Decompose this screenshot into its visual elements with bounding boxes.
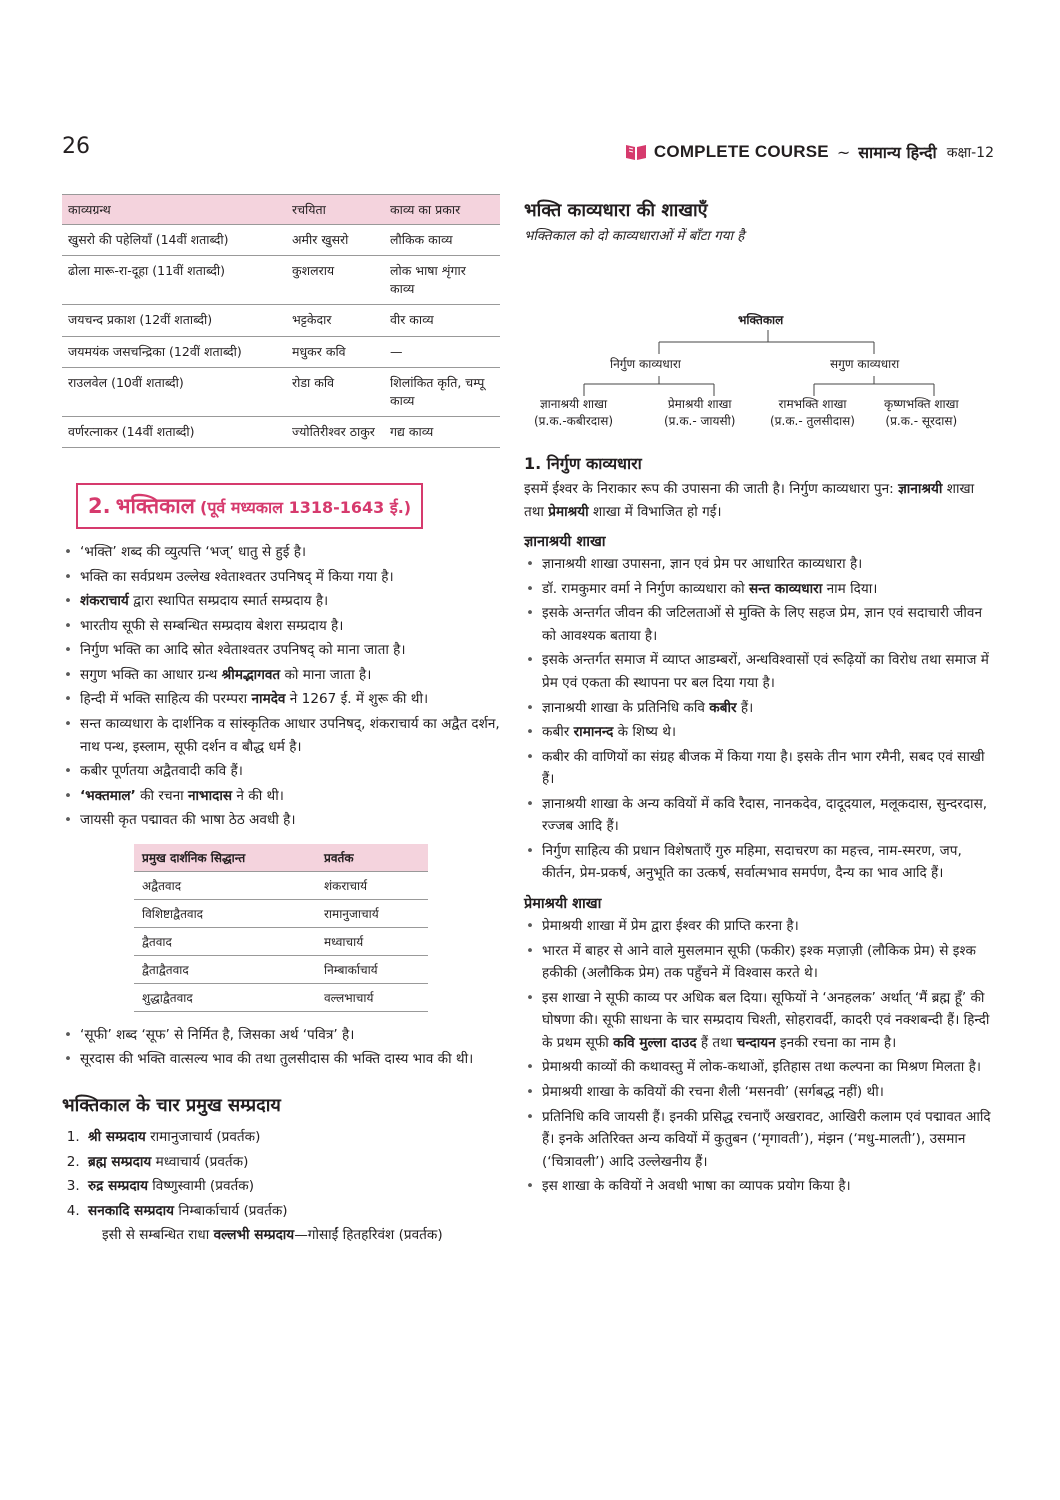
philosophy-table-cell: द्वैतवाद — [134, 927, 316, 955]
works-table-cell: वर्णरत्नाकर (14वीं शताब्दी) — [62, 416, 286, 447]
tree-leaf-poet: (प्र.क.-कबीरदास) — [534, 414, 614, 429]
nirgun-intro-bold: प्रेमाश्रयी — [548, 503, 589, 520]
works-table-row — [62, 416, 500, 447]
nirgun-intro-text: इसमें ईश्वर के निराकार रूप की उपासना की जाती है। निर्गुण काव्यधारा पुन: — [524, 481, 899, 497]
works-table-cell: — — [384, 336, 500, 367]
sect-name: ब्रह्म सम्प्रदाय — [88, 1153, 152, 1170]
text-span: इस शाखा के कवियों ने अवधी भाषा का व्यापक प्रयोग किया है। — [542, 1178, 851, 1195]
sects-note-text: इसी से सम्बन्धित राधा — [102, 1226, 214, 1243]
works-table-row — [62, 305, 500, 336]
gyan-points-list — [524, 553, 994, 885]
text-span: ने 1267 ई. में शुरू की थी। — [285, 691, 429, 708]
works-table-cell: राउलवेल (10वीं शताब्दी) — [62, 367, 286, 416]
brand-tilde: ~ — [836, 142, 851, 162]
sect-name: श्री सम्प्रदाय — [88, 1128, 146, 1145]
class-label: कक्षा-12 — [946, 144, 994, 161]
open-book-icon — [624, 143, 648, 161]
sects-note — [102, 1224, 502, 1247]
bold-text: ‘भक्तमाल’ — [80, 787, 136, 804]
tree-leaf-premashrayi — [664, 396, 735, 431]
list-item — [524, 840, 994, 885]
sects-note-bold: वल्लभी सम्प्रदाय — [213, 1226, 295, 1243]
tree-leaf-gyanashrayi — [534, 396, 613, 431]
text-span: हैं। — [736, 699, 754, 716]
branches-tree-diagram — [524, 248, 994, 438]
text-span: हिन्दी में भक्ति साहित्य की परम्परा — [80, 691, 252, 708]
list-item — [524, 915, 994, 938]
bold-text: कवि मुल्ला दाउद — [613, 1034, 697, 1051]
sects-list — [62, 1125, 502, 1224]
list-item — [524, 697, 994, 720]
list-item — [524, 721, 994, 744]
bhakti-points-list — [62, 541, 502, 832]
bold-text: रामानन्द — [573, 724, 614, 741]
works-table-cell: लोक भाषा शृंगार काव्य — [384, 256, 500, 305]
philosophy-table-row — [134, 899, 428, 927]
philosophy-table-row — [134, 927, 428, 955]
list-item: • ‘सूफी’ शब्द ‘सूफ’ से निर्मित है, जिसका अर्थ ‘पवित्र’ है। — [62, 1024, 502, 1047]
works-table-header — [62, 195, 500, 225]
list-item — [62, 713, 502, 758]
philosophy-table-row — [134, 955, 428, 983]
text-span: नाम दिया। — [822, 580, 878, 597]
tree-leaf-name: प्रेमाश्रयी शाखा — [667, 397, 732, 411]
philosophy-col-header: प्रमुख दार्शनिक सिद्धान्त — [134, 844, 316, 872]
nirgun-intro-text: शाखा तथा — [524, 481, 975, 520]
philosophy-table-header — [134, 844, 428, 872]
bold-text: श्रीमद्भागवत — [221, 666, 281, 683]
text-span: प्रेमाश्रयी काव्यों की कथावस्तु में लोक-कथाओं, इतिहास तथा कल्पना का मिश्रण मिलता है। — [542, 1059, 982, 1076]
prem-heading: प्रेमाश्रयी शाखा — [524, 896, 602, 912]
branches-heading: भक्ति काव्यधारा की शाखाएँ — [524, 200, 708, 221]
works-table-row — [62, 225, 500, 256]
text-span: प्रेमाश्रयी शाखा के कवियों की रचना शैली ‘मसनवी’ (सर्गबद्ध नहीं) थी। — [542, 1083, 884, 1100]
bold-text: शंकराचार्य — [80, 593, 129, 610]
sect-item — [84, 1150, 502, 1175]
works-table-cell: गद्य काव्य — [384, 416, 500, 447]
text-span: इनकी रचना का नाम है। — [775, 1034, 897, 1051]
section-heading-box — [76, 483, 423, 529]
text-span: निर्गुण भक्ति का आदि स्रोत श्वेताश्वतर उपनिषद् को माना जाता है। — [80, 642, 406, 659]
philosophy-table-cell: वल्लभाचार्य — [316, 983, 428, 1011]
works-table — [62, 194, 500, 448]
works-table-cell: शिलांकित कृति, चम्पू काव्य — [384, 367, 500, 416]
philosophy-table-cell: शुद्धाद्वैतवाद — [134, 983, 316, 1011]
list-item — [524, 940, 994, 985]
nirgun-intro-text: शाखा में विभाजित हो गई। — [588, 503, 722, 520]
philosophy-table-cell: अद्वैतवाद — [134, 871, 316, 899]
text-span: प्रेमाश्रयी शाखा में प्रेम द्वारा ईश्वर की प्राप्ति करना है। — [542, 918, 799, 934]
tree-leaf-poet: (प्र.क.- जायसी) — [664, 414, 736, 429]
list-item — [524, 1081, 994, 1104]
text-span: ने की थी। — [232, 787, 284, 804]
text-span: जायसी कृत पद्मावत की भाषा ठेठ अवधी है। — [80, 812, 296, 829]
sect-founder: विष्णुस्वामी (प्रवर्तक) — [147, 1178, 254, 1195]
works-table-cell: जयचन्द प्रकाश (12वीं शताब्दी) — [62, 305, 286, 336]
works-table-row — [62, 367, 500, 416]
text-span: भारत में बाहर से आने वाले मुसलमान सूफी (फकीर) इश्क मज़ाज़ी (लौकिक प्रेम) से इश्क हकीकी (अलौकिक प्रेम) तक पहुँचने में विश्वास करते थे। — [542, 942, 976, 982]
works-table-cell: लौकिक काव्य — [384, 225, 500, 256]
prem-points-list — [524, 915, 994, 1198]
bold-text: नामदेव — [251, 691, 286, 708]
text-span: सगुण भक्ति का आधार ग्रन्थ — [80, 666, 222, 683]
list-item — [62, 590, 502, 613]
philosophy-table-cell: निम्बार्काचार्य — [316, 955, 428, 983]
list-item — [524, 602, 994, 647]
text-span: द्वारा स्थापित सम्प्रदाय स्मार्त सम्प्रदाय है। — [128, 593, 329, 610]
subject-title: सामान्य हिन्दी — [858, 143, 937, 162]
page-number: 26 — [62, 134, 90, 159]
sect-name: रुद्र सम्प्रदाय — [88, 1178, 148, 1195]
nirgun-intro — [524, 478, 994, 523]
sects-note-text: —गोसाईं हितहरिवंश (प्रवर्तक) — [294, 1226, 443, 1243]
list-item: • सूरदास की भक्ति वात्सल्य भाव की तथा तुलसीदास की भक्ति दास्य भाव की थी। — [62, 1048, 502, 1071]
sect-founder: रामानुजाचार्य (प्रवर्तक) — [145, 1128, 261, 1145]
works-table-cell: वीर काव्य — [384, 305, 500, 336]
sect-item — [84, 1125, 502, 1150]
works-table-cell: ढोला मारू-रा-दूहा (11वीं शताब्दी) — [62, 256, 286, 305]
list-item — [62, 760, 502, 783]
list-item — [62, 615, 502, 638]
section-number: 2. — [88, 494, 111, 518]
tree-root: भक्तिकाल — [738, 313, 784, 327]
text-span: भक्ति का सर्वप्रथम उल्लेख श्वेताश्वतर उपनिषद् में किया गया है। — [80, 568, 394, 585]
philosophy-table-cell: रामानुजाचार्य — [316, 899, 428, 927]
text-span: ‘भक्ति’ शब्द की व्युत्पत्ति ‘भज्’ धातु से हुई है। — [80, 544, 307, 560]
sect-item — [84, 1199, 502, 1224]
text-span: डॉ. रामकुमार वर्मा ने निर्गुण काव्यधारा को — [542, 580, 749, 597]
list-item — [62, 664, 502, 687]
text-span: ज्ञानाश्रयी शाखा के अन्य कवियों में कवि रैदास, नानकदेव, दादूदयाल, मलूकदास, सुन्दरदास, रज्जब आदि हैं। — [542, 795, 988, 835]
tree-leaf-poet: (प्र.क.- सूरदास) — [885, 414, 958, 429]
sects-heading: भक्तिकाल के चार प्रमुख सम्प्रदाय — [62, 1094, 281, 1116]
list-item — [524, 1106, 994, 1174]
philosophy-table-row — [134, 983, 428, 1011]
list-item — [524, 987, 994, 1055]
right-column — [524, 194, 994, 1200]
works-table-cell: मधुकर कवि — [286, 336, 384, 367]
bold-text: चन्दायन — [736, 1034, 776, 1051]
works-table-cell: ज्योतिरीश्वर ठाकुर — [286, 416, 384, 447]
list-item — [524, 649, 994, 694]
philosophy-table-cell: मध्वाचार्य — [316, 927, 428, 955]
list-item — [524, 793, 994, 838]
text-span: ज्ञानाश्रयी शाखा के प्रतिनिधि कवि — [542, 699, 710, 716]
works-table-cell: भट्टकेदार — [286, 305, 384, 336]
text-span: इस शाखा ने सूफी काव्य पर अधिक बल दिया। सूफियों ने ‘अनहलक’ अर्थात् ‘मैं ब्रह्म हूँ’ की घोषणा की। सूफी साधना के चार सम्प्रदाय चिश्ती, सोहरावर्दी, कादरी एवं नक्शबन्दी हैं। हिन्दी के प्रथम सूफी — [542, 989, 990, 1051]
nirgun-intro-bold: ज्ञानाश्रयी — [898, 481, 943, 497]
tree-leaf-poet: (प्र.क.- तुलसीदास) — [770, 414, 855, 429]
philosophy-table-row — [134, 871, 428, 899]
works-table-body — [62, 225, 500, 448]
sect-founder: मध्वाचार्य (प्रवर्तक) — [151, 1153, 249, 1170]
list-item — [524, 746, 994, 791]
text-span: ज्ञानाश्रयी शाखा उपासना, ज्ञान एवं प्रेम पर आधारित काव्यधारा है। — [542, 556, 863, 573]
list-item — [62, 566, 502, 589]
section-title: भक्तिकाल — [115, 494, 195, 518]
text-span: कबीर — [542, 724, 574, 741]
list-item — [524, 553, 994, 576]
text-span: सन्त काव्यधारा के दार्शनिक व सांस्कृतिक आधार उपनिषद्, शंकराचार्य का अद्वैत दर्शन, नाथ पन्थ, इस्लाम, सूफी दर्शन व बौद्ध धर्म है। — [80, 715, 500, 755]
list-item — [62, 809, 502, 832]
text-span: को माना जाता है। — [280, 666, 372, 683]
header-brand — [624, 141, 994, 163]
tree-leaf-name: रामभक्ति शाखा — [778, 397, 847, 411]
list-item — [62, 688, 502, 711]
list-item — [524, 1175, 994, 1198]
brand-name: COMPLETE COURSE — [653, 142, 829, 161]
philosophy-col-header: प्रवर्तक — [316, 844, 428, 872]
nirgun-heading: 1. निर्गुण काव्यधारा — [524, 454, 642, 473]
philosophy-table-cell: शंकराचार्य — [316, 871, 428, 899]
tree-leaf-rambhakti — [770, 396, 855, 431]
list-item — [62, 785, 502, 808]
sect-item — [84, 1174, 502, 1199]
tree-leaf-name: ज्ञानाश्रयी शाखा — [539, 397, 608, 411]
tree-leaf-krishnabhakti — [884, 396, 959, 431]
list-item — [524, 1056, 994, 1079]
text-span: की रचना — [135, 787, 188, 804]
text-span: इसके अन्तर्गत जीवन की जटिलताओं से मुक्ति के लिए सहज प्रेम, ज्ञान एवं सदाचारी जीवन को आवश्यक बताया है। — [542, 605, 983, 644]
philosophy-table-cell: विशिष्टाद्वैतवाद — [134, 899, 316, 927]
philosophy-table — [134, 844, 428, 1012]
works-col-header: काव्यग्रन्थ — [62, 195, 286, 225]
text-span: निर्गुण साहित्य की प्रधान विशेषताएँ गुरु महिमा, सदाचरण का महत्त्व, नाम-स्मरण, जप, कीर्तन, प्रेम-प्रकर्ष, अनुभूति का उत्कर्ष, सर्वात्मभाव समर्पण, दैन्य का भाव आदि हैं। — [542, 842, 962, 882]
bold-text: सन्त काव्यधारा — [748, 580, 823, 597]
philosophy-table-body — [134, 871, 428, 1011]
tree-sagun: सगुण काव्यधारा — [830, 357, 900, 371]
works-col-header: रचयिता — [286, 195, 384, 225]
tree-nirgun: निर्गुण काव्यधारा — [610, 357, 681, 371]
list-item — [62, 541, 502, 564]
section-subtitle: (पूर्व मध्यकाल 1318-1643 ई.) — [200, 498, 412, 517]
text-span: कबीर की वाणियों का संग्रह बीजक में किया गया है। इसके तीन भाग रमैनी, सबद एवं साखी हैं। — [542, 748, 985, 788]
text-span: भारतीय सूफी से सम्बन्धित सम्प्रदाय बेशरा सम्प्रदाय है। — [80, 617, 344, 634]
branches-subtitle: भक्तिकाल को दो काव्यधाराओं में बाँटा गया है — [524, 229, 745, 244]
text-span: कबीर पूर्णतया अद्वैतवादी कवि हैं। — [80, 763, 243, 780]
works-table-row — [62, 336, 500, 367]
bold-text: नाभादास — [187, 787, 233, 804]
works-table-cell: कुशलराय — [286, 256, 384, 305]
text-span: इसके अन्तर्गत समाज में व्याप्त आडम्बरों, अन्धविश्वासों एवं रूढ़ियों का विरोध तथा समाज में प्रेम एवं एकता की स्थापना पर बल दिया गया है। — [542, 652, 989, 691]
left-column — [62, 194, 502, 1246]
works-table-row — [62, 256, 500, 305]
text-span: के शिष्य थे। — [613, 724, 677, 741]
list-item — [62, 639, 502, 662]
list-item — [524, 578, 994, 601]
sect-name: सनकादि सम्प्रदाय — [88, 1203, 175, 1220]
sect-founder: निम्बार्काचार्य (प्रवर्तक) — [174, 1203, 288, 1220]
works-table-cell: रोडा कवि — [286, 367, 384, 416]
text-span: हैं तथा — [696, 1034, 737, 1051]
sufi-points-list — [62, 1024, 502, 1071]
bold-text: कबीर — [709, 699, 737, 716]
works-table-cell: अमीर खुसरो — [286, 225, 384, 256]
works-table-cell: खुसरो की पहेलियाँ (14वीं शताब्दी) — [62, 225, 286, 256]
philosophy-table-cell: द्वैताद्वैतवाद — [134, 955, 316, 983]
tree-leaf-name: कृष्णभक्ति शाखा — [884, 397, 959, 411]
works-col-header: काव्य का प्रकार — [384, 195, 500, 225]
text-span: प्रतिनिधि कवि जायसी हैं। इनकी प्रसिद्ध रचनाएँ अखरावट, आखिरी कलाम एवं पद्मावत आदि हैं। इनके अतिरिक्त अन्य कवियों में कुतुबन (‘मृगावती’), मंझन (‘मधु-मालती’), उसमान (‘चित्रावली’) आदि उल्लेखनीय हैं। — [542, 1108, 991, 1170]
works-table-cell: जयमयंक जसचन्द्रिका (12वीं शताब्दी) — [62, 336, 286, 367]
gyan-heading: ज्ञानाश्रयी शाखा — [524, 534, 606, 551]
